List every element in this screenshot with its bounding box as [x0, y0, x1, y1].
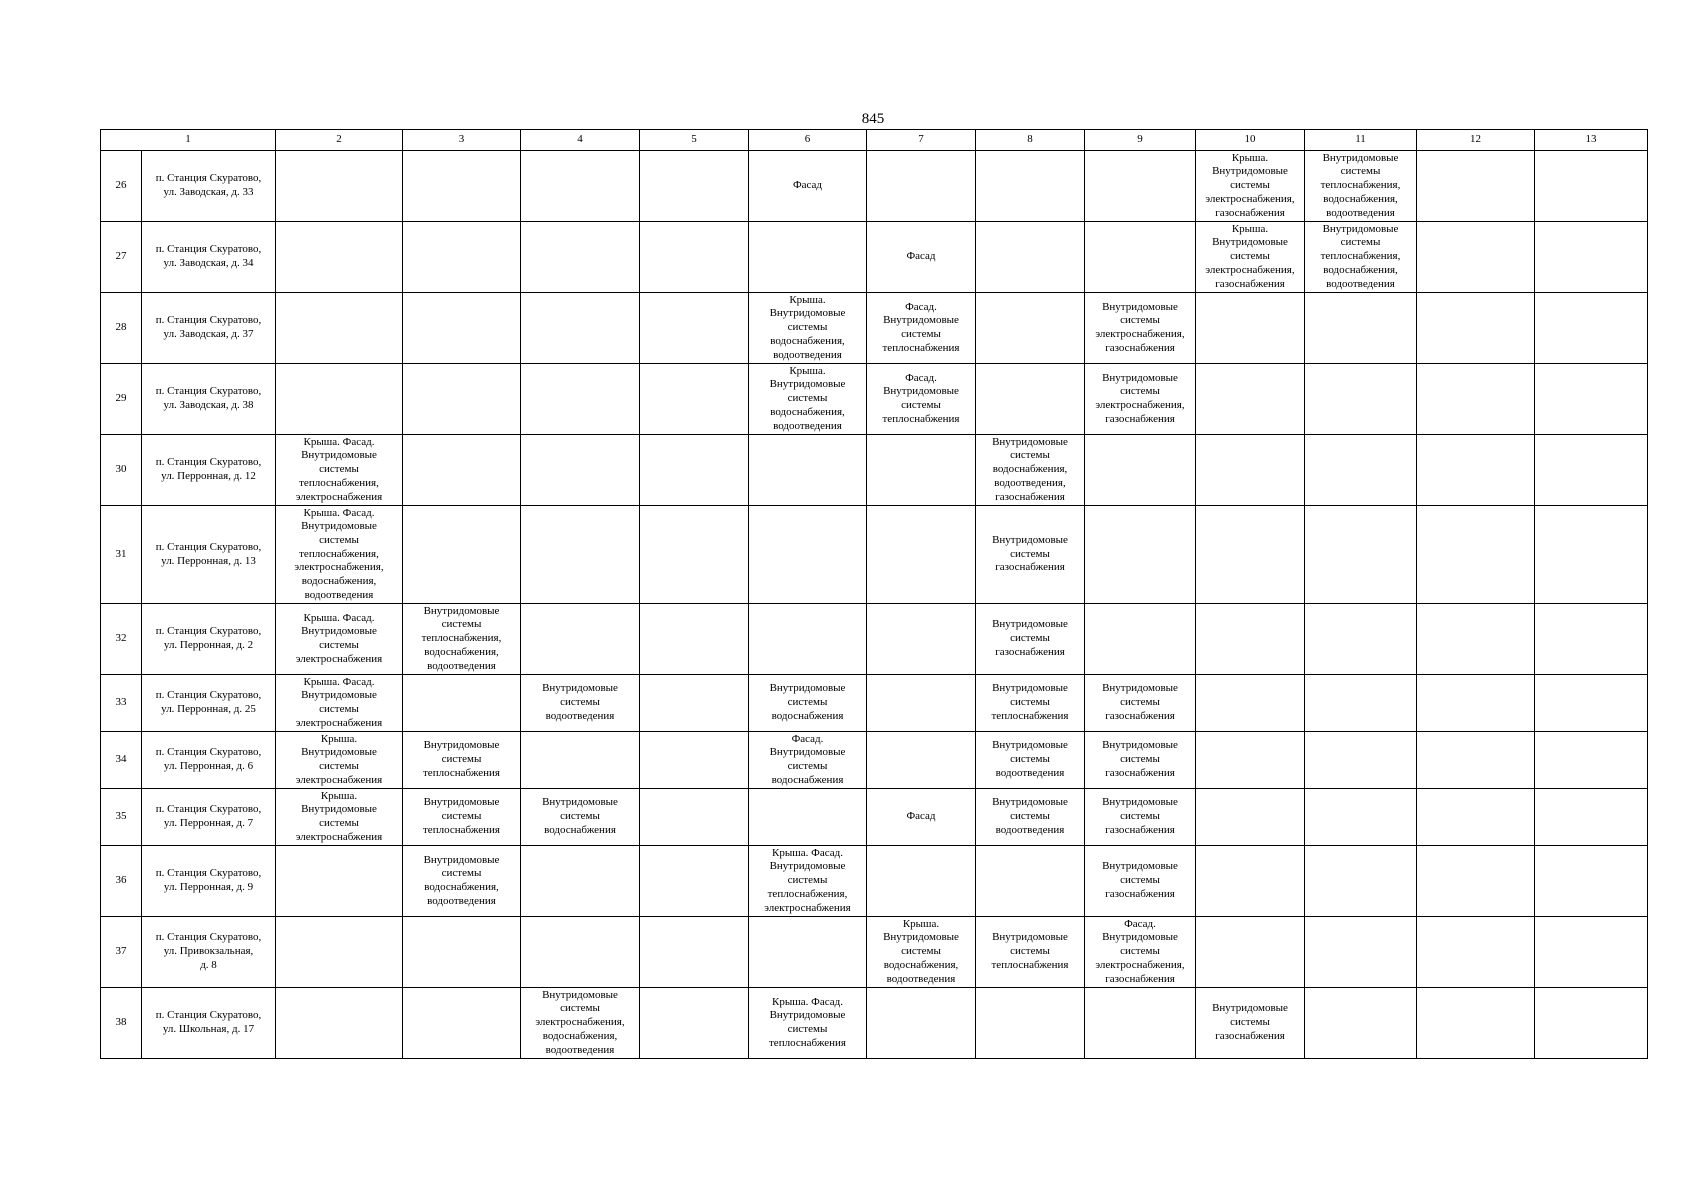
- work-cell-2: Крыша. Фасад. Внутридомовые системы электроснабжения: [276, 675, 403, 732]
- column-header-11: 11: [1305, 130, 1417, 151]
- work-cell-12: [1417, 604, 1535, 675]
- work-cell-12: [1417, 364, 1535, 435]
- work-cell-3: Внутридомовые системы теплоснабжения: [403, 789, 521, 846]
- work-cell-12: [1417, 222, 1535, 293]
- column-header-2: 2: [276, 130, 403, 151]
- work-cell-10: [1196, 604, 1305, 675]
- row-number-cell: 38: [101, 988, 142, 1059]
- table-body: [101, 151, 1648, 1059]
- work-cell-11: [1305, 988, 1417, 1059]
- work-cell-6: Внутридомовые системы водоснабжения: [749, 675, 867, 732]
- work-cell-7: [867, 604, 976, 675]
- work-cell-9: Внутридомовые системы газоснабжения: [1085, 732, 1196, 789]
- work-cell-6: [749, 222, 867, 293]
- work-cell-2: [276, 222, 403, 293]
- work-cell-11: [1305, 604, 1417, 675]
- work-cell-8: Внутридомовые системы водоснабжения, водоотведения, газоснабжения: [976, 435, 1085, 506]
- address-cell: п. Станция Скуратово, ул. Перронная, д. 2: [142, 604, 276, 675]
- work-cell-7: [867, 846, 976, 917]
- table-row: [101, 222, 1648, 293]
- work-cell-13: [1535, 846, 1648, 917]
- work-cell-10: Крыша. Внутридомовые системы электроснабжения, газоснабжения: [1196, 222, 1305, 293]
- column-number-header-row: [101, 130, 1648, 151]
- work-cell-8: [976, 988, 1085, 1059]
- work-cell-10: [1196, 293, 1305, 364]
- address-cell: п. Станция Скуратово, ул. Школьная, д. 17: [142, 988, 276, 1059]
- work-cell-2: [276, 917, 403, 988]
- work-cell-10: [1196, 846, 1305, 917]
- work-cell-5: [640, 435, 749, 506]
- work-cell-10: [1196, 675, 1305, 732]
- work-schedule-table: [100, 129, 1648, 1059]
- work-cell-8: Внутридомовые системы газоснабжения: [976, 506, 1085, 604]
- work-cell-6: [749, 604, 867, 675]
- work-cell-11: [1305, 293, 1417, 364]
- table-row: [101, 789, 1648, 846]
- work-cell-6: Фасад. Внутридомовые системы водоснабжения: [749, 732, 867, 789]
- work-cell-13: [1535, 293, 1648, 364]
- work-cell-9: Внутридомовые системы газоснабжения: [1085, 789, 1196, 846]
- table-row: [101, 364, 1648, 435]
- table-row: [101, 435, 1648, 506]
- work-cell-12: [1417, 732, 1535, 789]
- work-cell-4: [521, 732, 640, 789]
- work-cell-2: [276, 988, 403, 1059]
- table-row: [101, 151, 1648, 222]
- work-cell-6: Крыша. Внутридомовые системы водоснабжения, водоотведения: [749, 364, 867, 435]
- column-header-7: 7: [867, 130, 976, 151]
- work-cell-8: [976, 222, 1085, 293]
- work-cell-12: [1417, 917, 1535, 988]
- work-cell-11: [1305, 364, 1417, 435]
- work-cell-4: Внутридомовые системы водоотведения: [521, 675, 640, 732]
- work-cell-12: [1417, 988, 1535, 1059]
- work-cell-10: [1196, 435, 1305, 506]
- table-row: [101, 732, 1648, 789]
- work-cell-4: [521, 151, 640, 222]
- address-cell: п. Станция Скуратово, ул. Перронная, д. 6: [142, 732, 276, 789]
- work-cell-10: Крыша. Внутридомовые системы электроснабжения, газоснабжения: [1196, 151, 1305, 222]
- address-cell: п. Станция Скуратово, ул. Перронная, д. 13: [142, 506, 276, 604]
- column-header-4: 4: [521, 130, 640, 151]
- work-cell-13: [1535, 988, 1648, 1059]
- work-cell-6: Фасад: [749, 151, 867, 222]
- work-cell-5: [640, 917, 749, 988]
- work-cell-9: [1085, 988, 1196, 1059]
- work-cell-12: [1417, 293, 1535, 364]
- work-cell-10: [1196, 732, 1305, 789]
- column-header-3: 3: [403, 130, 521, 151]
- work-cell-8: [976, 151, 1085, 222]
- work-cell-7: [867, 675, 976, 732]
- table-row: [101, 846, 1648, 917]
- row-number-cell: 33: [101, 675, 142, 732]
- work-cell-6: [749, 789, 867, 846]
- work-cell-7: [867, 732, 976, 789]
- work-cell-3: [403, 364, 521, 435]
- work-cell-3: Внутридомовые системы теплоснабжения, водоснабжения, водоотведения: [403, 604, 521, 675]
- work-cell-9: Внутридомовые системы электроснабжения, газоснабжения: [1085, 293, 1196, 364]
- work-cell-12: [1417, 789, 1535, 846]
- work-cell-4: Внутридомовые системы электроснабжения, водоснабжения, водоотведения: [521, 988, 640, 1059]
- work-cell-11: Внутридомовые системы теплоснабжения, водоснабжения, водоотведения: [1305, 222, 1417, 293]
- work-cell-6: [749, 506, 867, 604]
- work-cell-11: [1305, 917, 1417, 988]
- work-cell-5: [640, 789, 749, 846]
- work-cell-4: [521, 917, 640, 988]
- work-cell-5: [640, 222, 749, 293]
- work-cell-10: [1196, 917, 1305, 988]
- row-number-cell: 27: [101, 222, 142, 293]
- work-cell-8: [976, 846, 1085, 917]
- work-cell-5: [640, 988, 749, 1059]
- work-cell-11: [1305, 506, 1417, 604]
- work-cell-3: [403, 222, 521, 293]
- work-cell-9: [1085, 222, 1196, 293]
- work-cell-3: Внутридомовые системы теплоснабжения: [403, 732, 521, 789]
- work-cell-3: [403, 151, 521, 222]
- work-cell-8: Внутридомовые системы газоснабжения: [976, 604, 1085, 675]
- work-cell-8: Внутридомовые системы водоотведения: [976, 732, 1085, 789]
- work-cell-7: Крыша. Внутридомовые системы водоснабжения, водоотведения: [867, 917, 976, 988]
- work-cell-9: Фасад. Внутридомовые системы электроснабжения, газоснабжения: [1085, 917, 1196, 988]
- column-header-6: 6: [749, 130, 867, 151]
- work-cell-9: Внутридомовые системы газоснабжения: [1085, 846, 1196, 917]
- work-cell-12: [1417, 846, 1535, 917]
- row-number-cell: 36: [101, 846, 142, 917]
- work-cell-12: [1417, 435, 1535, 506]
- work-cell-13: [1535, 732, 1648, 789]
- work-cell-5: [640, 732, 749, 789]
- address-cell: п. Станция Скуратово, ул. Привокзальная, д. 8: [142, 917, 276, 988]
- work-cell-5: [640, 846, 749, 917]
- work-cell-7: Фасад: [867, 789, 976, 846]
- page-number: 845: [861, 111, 885, 127]
- row-number-cell: 30: [101, 435, 142, 506]
- work-cell-8: Внутридомовые системы теплоснабжения: [976, 917, 1085, 988]
- work-cell-3: Внутридомовые системы водоснабжения, водоотведения: [403, 846, 521, 917]
- work-cell-3: [403, 988, 521, 1059]
- row-number-cell: 35: [101, 789, 142, 846]
- work-cell-6: Крыша. Фасад. Внутридомовые системы теплоснабжения, электроснабжения: [749, 846, 867, 917]
- work-cell-4: [521, 222, 640, 293]
- work-cell-4: [521, 604, 640, 675]
- work-cell-7: [867, 506, 976, 604]
- work-cell-2: Крыша. Фасад. Внутридомовые системы теплоснабжения, электроснабжения, водоснабжения, водоотведения: [276, 506, 403, 604]
- row-number-cell: 32: [101, 604, 142, 675]
- table-row: [101, 293, 1648, 364]
- column-header-8: 8: [976, 130, 1085, 151]
- table-row: [101, 506, 1648, 604]
- work-cell-5: [640, 151, 749, 222]
- work-cell-2: Крыша. Фасад. Внутридомовые системы теплоснабжения, электроснабжения: [276, 435, 403, 506]
- work-cell-4: [521, 435, 640, 506]
- work-cell-9: [1085, 506, 1196, 604]
- column-header-9: 9: [1085, 130, 1196, 151]
- column-header-13: 13: [1535, 130, 1648, 151]
- work-cell-7: Фасад. Внутридомовые системы теплоснабжения: [867, 293, 976, 364]
- work-cell-2: [276, 293, 403, 364]
- work-cell-5: [640, 293, 749, 364]
- work-cell-13: [1535, 789, 1648, 846]
- work-cell-7: [867, 151, 976, 222]
- row-number-cell: 26: [101, 151, 142, 222]
- address-cell: п. Станция Скуратово, ул. Заводская, д. 37: [142, 293, 276, 364]
- column-header-5: 5: [640, 130, 749, 151]
- work-cell-13: [1535, 506, 1648, 604]
- work-cell-10: [1196, 789, 1305, 846]
- table-row: [101, 917, 1648, 988]
- work-cell-8: [976, 293, 1085, 364]
- work-cell-3: [403, 506, 521, 604]
- work-cell-10: [1196, 506, 1305, 604]
- work-cell-10: [1196, 364, 1305, 435]
- work-cell-5: [640, 604, 749, 675]
- work-cell-5: [640, 675, 749, 732]
- column-header-12: 12: [1417, 130, 1535, 151]
- work-cell-11: [1305, 435, 1417, 506]
- work-cell-6: Крыша. Внутридомовые системы водоснабжения, водоотведения: [749, 293, 867, 364]
- work-cell-7: [867, 435, 976, 506]
- work-cell-11: [1305, 732, 1417, 789]
- address-cell: п. Станция Скуратово, ул. Заводская, д. 38: [142, 364, 276, 435]
- work-cell-13: [1535, 435, 1648, 506]
- work-cell-9: [1085, 435, 1196, 506]
- work-cell-2: Крыша. Фасад. Внутридомовые системы электроснабжения: [276, 604, 403, 675]
- work-cell-13: [1535, 222, 1648, 293]
- work-cell-6: [749, 917, 867, 988]
- work-cell-11: Внутридомовые системы теплоснабжения, водоснабжения, водоотведения: [1305, 151, 1417, 222]
- work-cell-8: [976, 364, 1085, 435]
- work-cell-9: [1085, 604, 1196, 675]
- work-cell-4: [521, 293, 640, 364]
- address-cell: п. Станция Скуратово, ул. Заводская, д. 34: [142, 222, 276, 293]
- work-cell-7: Фасад: [867, 222, 976, 293]
- work-cell-3: [403, 293, 521, 364]
- work-cell-9: Внутридомовые системы электроснабжения, газоснабжения: [1085, 364, 1196, 435]
- work-cell-13: [1535, 917, 1648, 988]
- work-cell-2: Крыша. Внутридомовые системы электроснабжения: [276, 732, 403, 789]
- work-cell-13: [1535, 675, 1648, 732]
- work-cell-11: [1305, 846, 1417, 917]
- work-cell-9: Внутридомовые системы газоснабжения: [1085, 675, 1196, 732]
- table-row: [101, 604, 1648, 675]
- work-cell-5: [640, 506, 749, 604]
- row-number-cell: 31: [101, 506, 142, 604]
- work-cell-8: Внутридомовые системы теплоснабжения: [976, 675, 1085, 732]
- work-cell-4: Внутридомовые системы водоснабжения: [521, 789, 640, 846]
- table-row: [101, 988, 1648, 1059]
- address-cell: п. Станция Скуратово, ул. Перронная, д. 12: [142, 435, 276, 506]
- work-cell-4: [521, 506, 640, 604]
- table-row: [101, 675, 1648, 732]
- row-number-cell: 28: [101, 293, 142, 364]
- row-number-cell: 29: [101, 364, 142, 435]
- work-cell-6: Крыша. Фасад. Внутридомовые системы теплоснабжения: [749, 988, 867, 1059]
- work-cell-2: Крыша. Внутридомовые системы электроснабжения: [276, 789, 403, 846]
- work-cell-8: Внутридомовые системы водоотведения: [976, 789, 1085, 846]
- row-number-cell: 34: [101, 732, 142, 789]
- work-cell-2: [276, 151, 403, 222]
- work-cell-11: [1305, 675, 1417, 732]
- address-cell: п. Станция Скуратово, ул. Перронная, д. 7: [142, 789, 276, 846]
- address-cell: п. Станция Скуратово, ул. Перронная, д. 25: [142, 675, 276, 732]
- column-header-10: 10: [1196, 130, 1305, 151]
- work-cell-11: [1305, 789, 1417, 846]
- work-cell-12: [1417, 506, 1535, 604]
- work-cell-13: [1535, 151, 1648, 222]
- work-cell-2: [276, 846, 403, 917]
- work-cell-12: [1417, 151, 1535, 222]
- work-cell-4: [521, 846, 640, 917]
- work-cell-4: [521, 364, 640, 435]
- work-cell-6: [749, 435, 867, 506]
- work-cell-10: Внутридомовые системы газоснабжения: [1196, 988, 1305, 1059]
- work-cell-13: [1535, 604, 1648, 675]
- work-cell-13: [1535, 364, 1648, 435]
- work-cell-3: [403, 917, 521, 988]
- work-cell-5: [640, 364, 749, 435]
- work-cell-2: [276, 364, 403, 435]
- work-cell-3: [403, 675, 521, 732]
- address-cell: п. Станция Скуратово, ул. Перронная, д. 9: [142, 846, 276, 917]
- row-number-cell: 37: [101, 917, 142, 988]
- address-cell: п. Станция Скуратово, ул. Заводская, д. 33: [142, 151, 276, 222]
- work-cell-9: [1085, 151, 1196, 222]
- column-header-1: 1: [101, 130, 276, 151]
- work-cell-7: Фасад. Внутридомовые системы теплоснабжения: [867, 364, 976, 435]
- work-cell-3: [403, 435, 521, 506]
- work-cell-12: [1417, 675, 1535, 732]
- work-cell-7: [867, 988, 976, 1059]
